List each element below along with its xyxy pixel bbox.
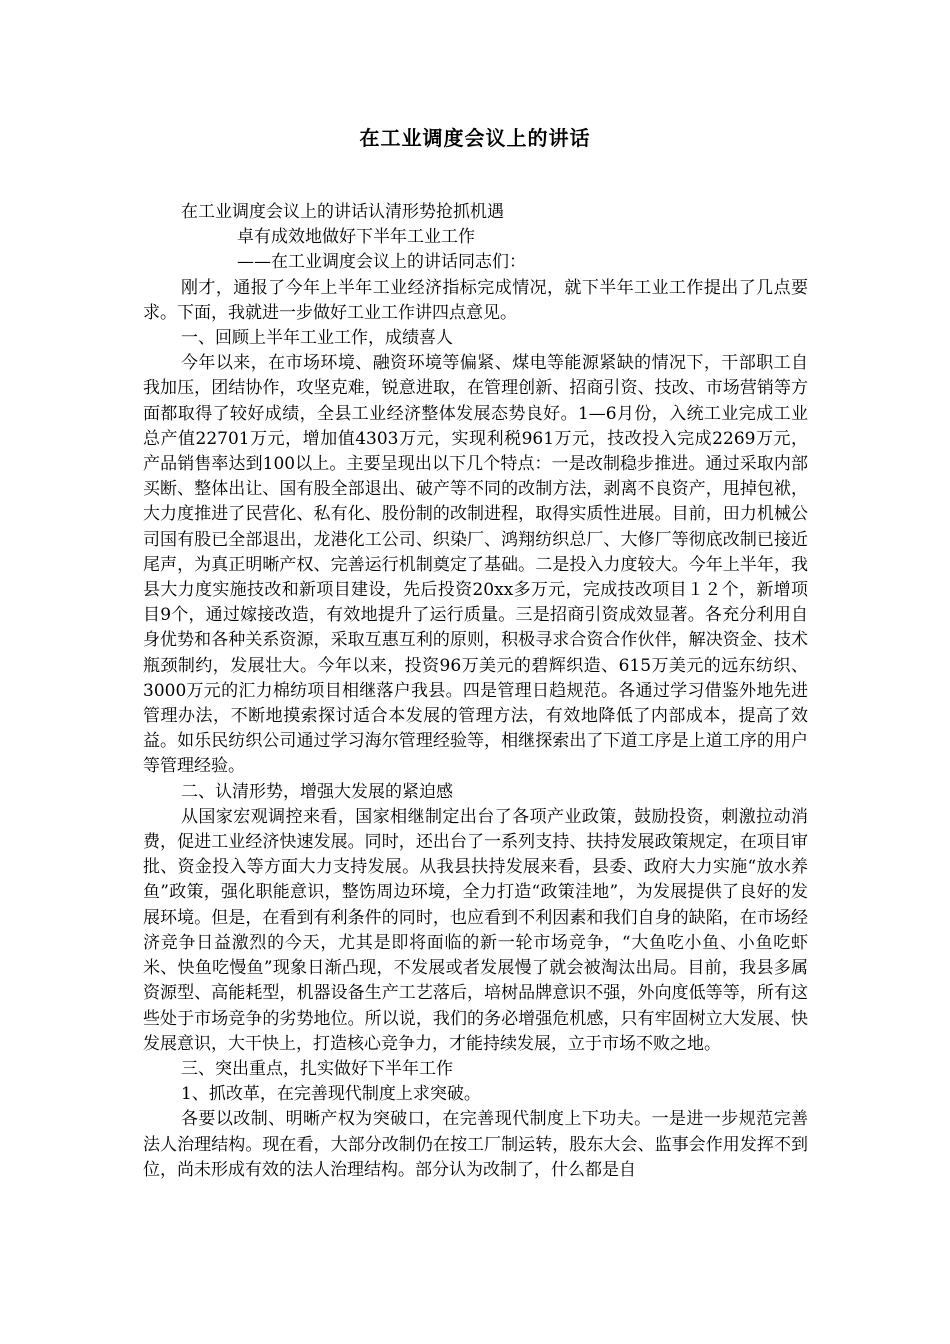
paragraph-intro: 刚才，通报了今年上半年工业经济指标完成情况，就下半年工业工作提出了几点要求。下面，我就进一步做好工业工作讲四点意见。 [143,277,808,323]
section-heading-3: 三、突出重点，扎实做好下半年工作 [181,1058,453,1079]
paragraph-review: 今年以来，在市场环境、融资环境等偏紧、煤电等能源紧缺的情况下，干部职工自我加压，团结协作，攻坚克难，锐意进取，在管理创新、招商引资、技改、市场营销等方面都取得了较好成绩，全县工业经济整体发展态势良好。1—6月份，入统工业完成工业总产值22701万元，增加值4303万元，实现利税961万元，技改投入完成2269万元，产品销售率达到100以上。主要呈现出以下几个特点：一是改制稳步推进。通过采取内部买断、整体出让、国有股全部退出、破产等不同的改制方法，剥离不良资产，甩掉包袱，大力度推进了民营化、私有化、股份制的改制进程，取得实质性进展。目前，田力机械公司国有股已全部退出，龙港化工公司、织染厂、鸿翔纺织总厂、大修厂等彻底改制已接近尾声，为真正明晰产权、完善运行机制奠定了基础。二是投入力度较大。今年上半年，我县大力度实施技改和新项目建设，先后投资20xx多万元，完成技改项目１２个，新增项目9个，通过嫁接改造，有效地提升了运行质量。三是招商引资成效显著。各充分利用自身优势和各种关系资源，采取互惠互利的原则，积极寻求合资合作伙伴，解决资金、技术瓶颈制约，发展壮大。今年以来，投资96万美元的碧辉织造、615万美元的远东纺织、3000万元的汇力棉纺项目相继落户我县。四是管理日趋规范。各通过学习借鉴外地先进管理办法，不断地摸索探讨适合本发展的管理方法，有效地降低了内部成本，提高了效益。如乐民纺织公司通过学习海尔管理经验等，相继探索出了下道工序是上道工序的用户等管理经验。 [143,353,808,777]
subtitle-line-1: 在工业调度会议上的讲话认清形势抢抓机遇 [181,202,504,222]
paragraph-reform: 各要以改制、明晰产权为突破口，在完善现代制度上下功夫。一是进一步规范完善法人治理结构。现在看，大部分改制仍在按工厂制运转，股东大会、监事会作用发挥不到位，尚未形成有效的法人治理结构。部分认为改制了，什么都是自 [143,1109,808,1180]
section-heading-1: 一、回顾上半年工业工作，成绩喜人 [181,328,453,349]
paragraph-situation: 从国家宏观调控来看，国家相继制定出台了各项产业政策，鼓励投资，刺激拉动消费，促进工业经济快速发展。同时，还出台了一系列支持、扶持发展政策规定，在项目审批、资金投入等方面大力支持发展。从我县扶持发展来看，县委、政府大力实施“放水养鱼”政策，强化职能意识，整饬周边环境，全力打造“政策洼地”，为发展提供了良好的发展环境。但是，在看到有利条件的同时，也应看到不利因素和我们自身的缺陷，在市场经济竞争日益激烈的今天，尤其是即将面临的新一轮市场竞争，“大鱼吃小鱼、小鱼吃虾米、快鱼吃慢鱼”现象日渐凸现，不发展或者发展慢了就会被淘汰出局。目前，我县多属资源型、高能耗型，机器设备生产工艺落后，培树品牌意识不强，外向度低等等，所有这些处于市场竞争的劣势地位。所以说，我们的务必增强危机感，只有牢固树立大发展、快发展意识，大干快上，打造核心竞争力，才能持续发展，立于市场不败之地。 [143,806,808,1054]
subtitle-line-2: 卓有成效地做好下半年工业工作 [237,227,475,248]
document-title: 在工业调度会议上的讲话 [359,126,591,150]
document-body [143,200,808,1183]
subtitle-line-3: ——在工业调度会议上的讲话同志们： [237,252,526,273]
subsection-heading-1: 1、抓改革，在完善现代制度上求突破。 [181,1084,481,1105]
section-heading-2: 二、认清形势，增强大发展的紧迫感 [181,781,453,802]
